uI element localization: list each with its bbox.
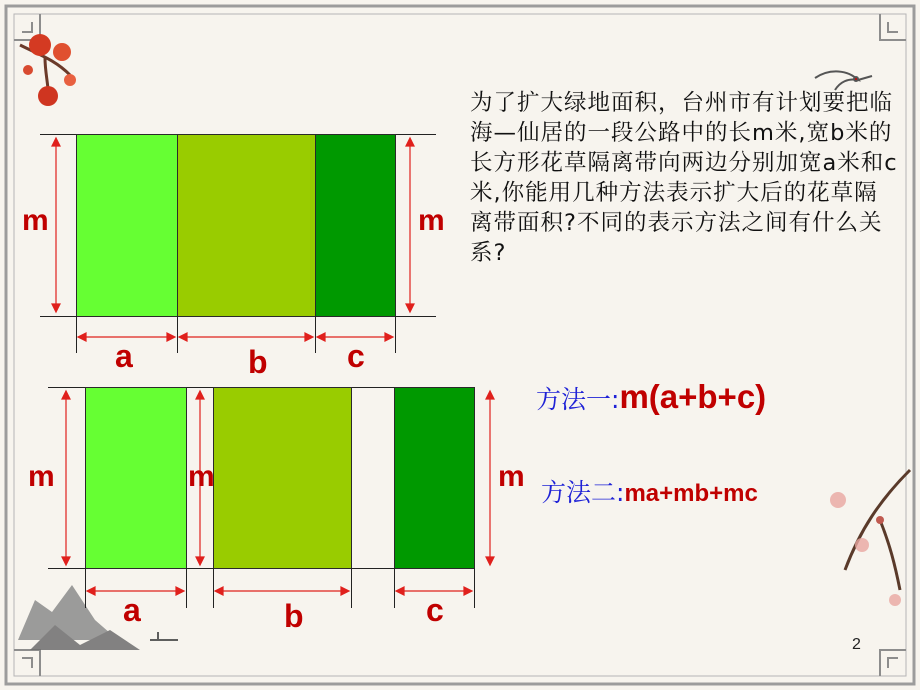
label-b-top: b <box>248 344 268 380</box>
label-a-top: a <box>115 338 133 374</box>
label-m-bottom-left: m <box>28 460 55 493</box>
method-one-expression: m(a+b+c) <box>619 378 767 415</box>
method-two <box>541 473 758 509</box>
label-c-bottom: c <box>426 592 444 628</box>
label-c-top: c <box>347 338 365 374</box>
method-two-label: 方法二: <box>541 478 625 507</box>
label-m-bottom-middle: m <box>188 460 215 493</box>
label-b-bottom: b <box>284 598 304 634</box>
method-two-expression: ma+mb+mc <box>624 480 758 507</box>
method-one <box>536 378 766 416</box>
label-m-top-right: m <box>418 204 445 237</box>
label-m-top-left: m <box>22 204 49 237</box>
page-number: 2 <box>852 636 861 653</box>
plum-branch-icon <box>830 470 910 606</box>
method-one-label: 方法一: <box>536 385 620 414</box>
label-a-bottom: a <box>123 592 141 628</box>
problem-text: 为了扩大绿地面积，台州市有计划要把临海—仙居的一段公路中的长m米,宽b米的长方形花草隔离带向两边分别加宽a米和c米,你能用几种方法表示扩大后的花草隔离带面积?不同的表示方法之间有什么关系? <box>470 90 898 266</box>
label-m-bottom-right: m <box>498 460 525 493</box>
